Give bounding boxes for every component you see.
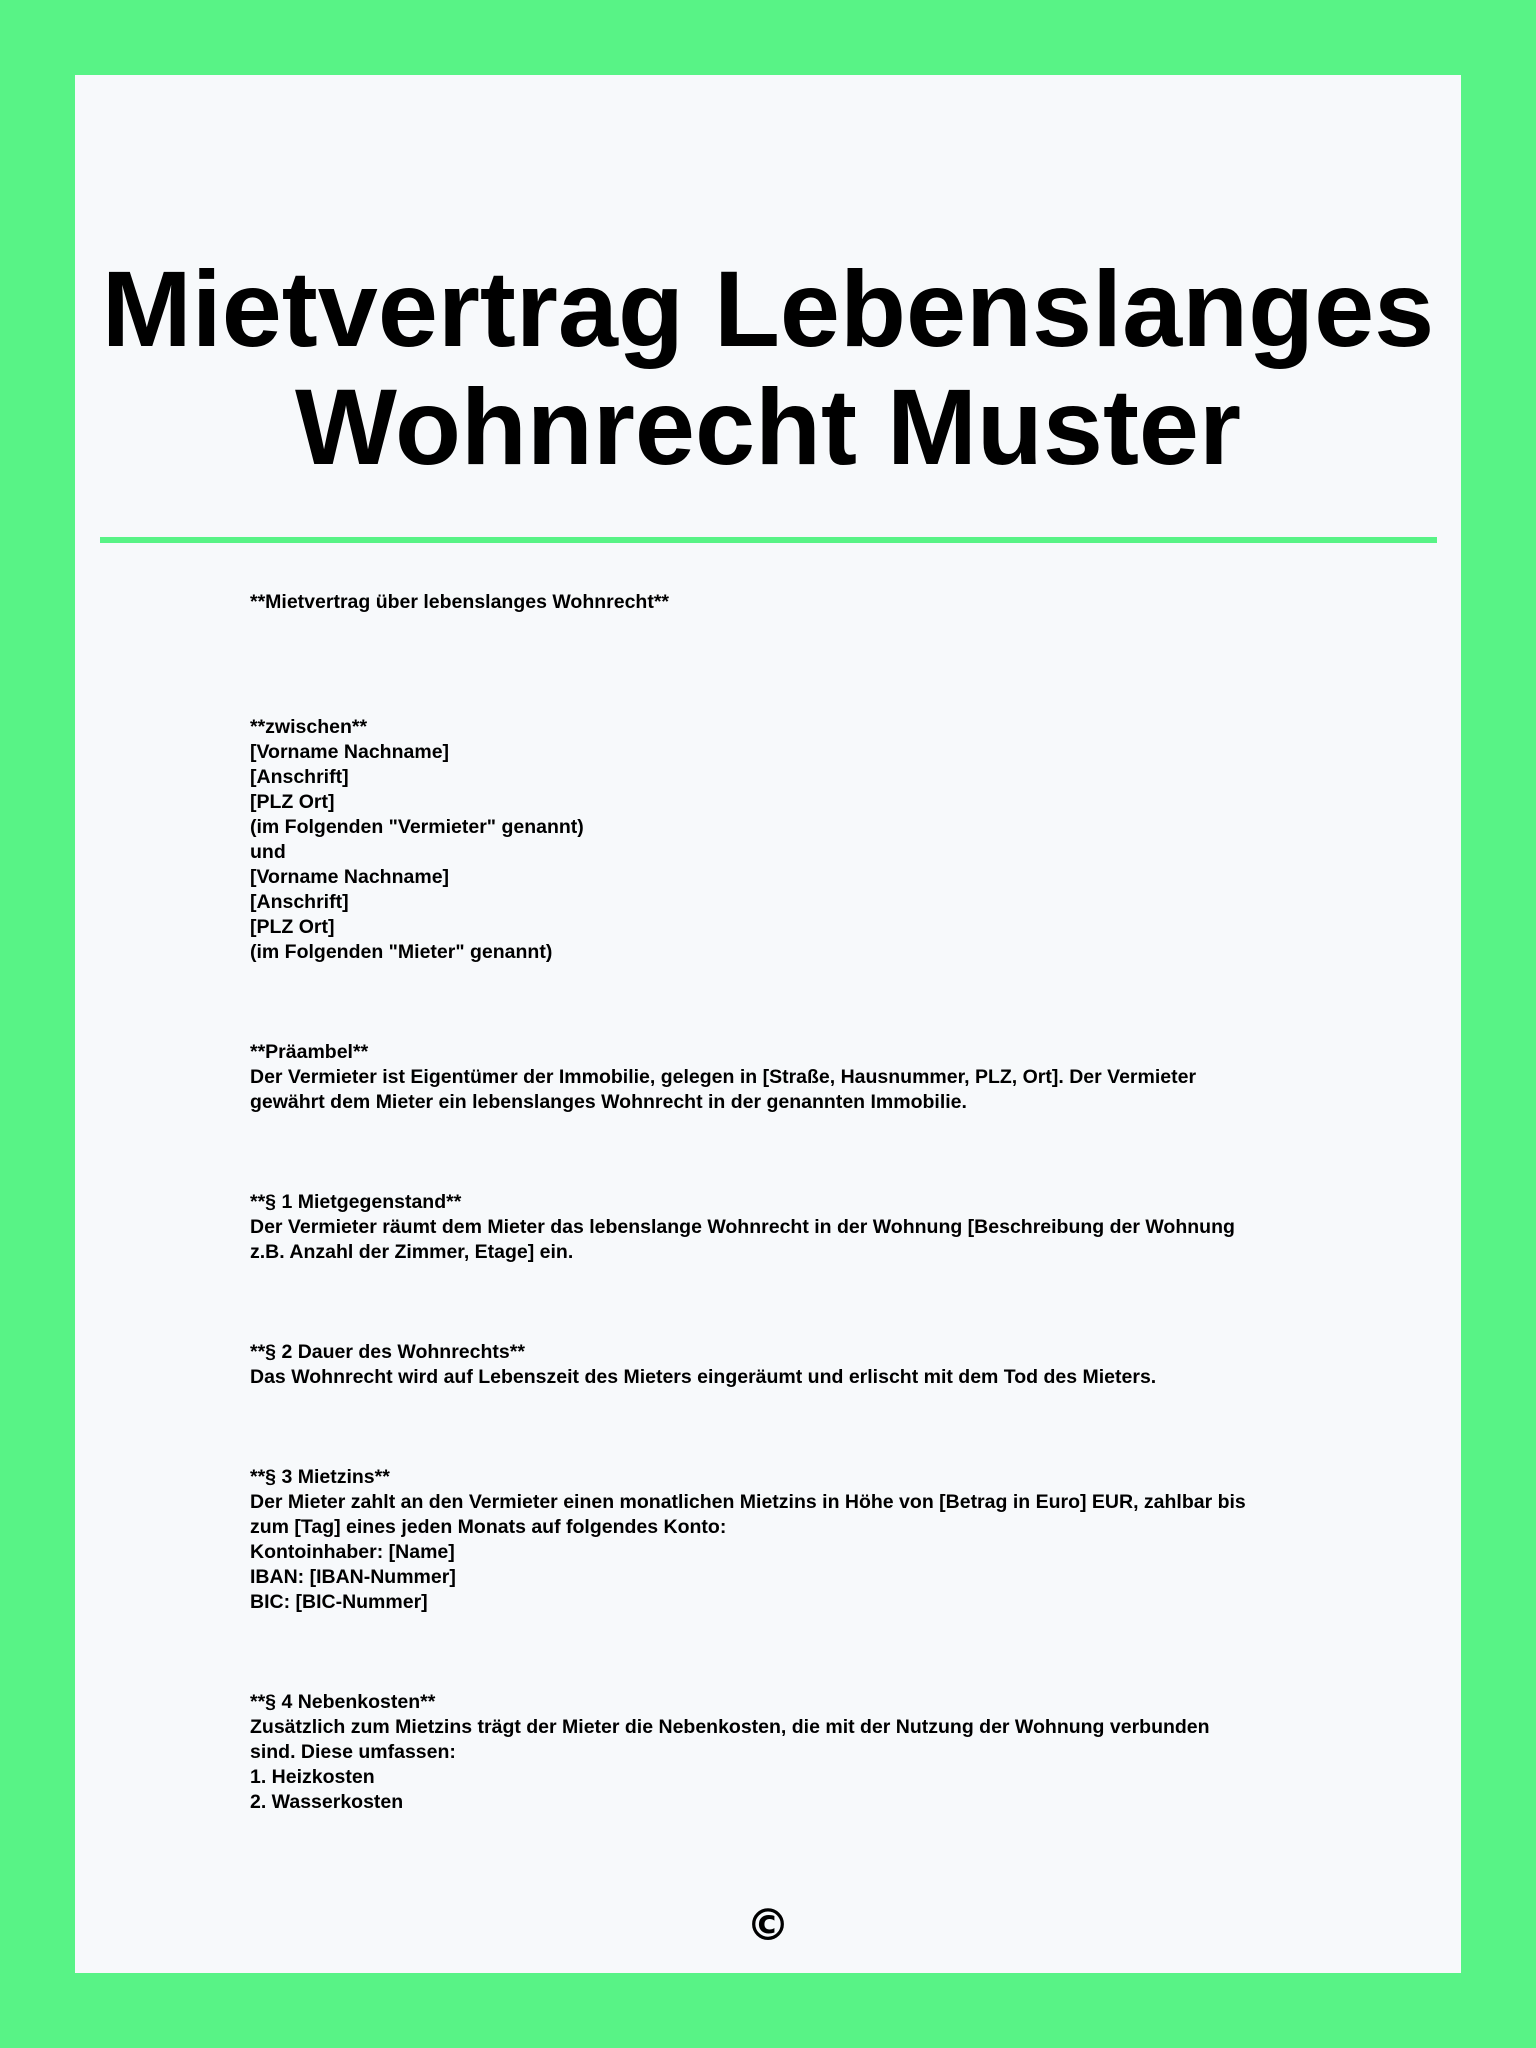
section-heading: **§ 3 Mietzins** <box>250 1466 390 1488</box>
text-line: (im Folgenden "Vermieter" genannt) <box>250 816 584 838</box>
text-line: z.B. Anzahl der Zimmer, Etage] ein. <box>250 1241 574 1263</box>
text-line: 1. Heizkosten <box>250 1766 375 1788</box>
title-divider <box>100 537 1437 543</box>
document-title <box>0 250 1536 486</box>
text-line: [PLZ Ort] <box>250 916 335 938</box>
text-line: [Vorname Nachname] <box>250 741 450 763</box>
text-line: [Anschrift] <box>250 891 349 913</box>
text-line: BIC: [BIC-Nummer] <box>250 1591 428 1613</box>
praeambel-section <box>250 1040 1290 1115</box>
copyright-icon: © <box>746 1900 790 1951</box>
section-heading: **zwischen** <box>250 716 368 738</box>
text-line: Kontoinhaber: [Name] <box>250 1541 455 1563</box>
section-1-mietgegenstand <box>250 1190 1290 1265</box>
text-line: Das Wohnrecht wird auf Lebenszeit des Mieters eingeräumt und erlischt mit dem Tod des Mieters. <box>250 1366 1157 1388</box>
text-line: 2. Wasserkosten <box>250 1791 404 1813</box>
section-2-dauer <box>250 1340 1290 1390</box>
section-heading: **§ 1 Mietgegenstand** <box>250 1191 462 1213</box>
contract-heading <box>250 590 1290 615</box>
section-heading: **Präambel** <box>250 1041 369 1063</box>
text-line: Der Vermieter räumt dem Mieter das lebenslange Wohnrecht in der Wohnung [Beschreibung der Wohnung <box>250 1216 1235 1238</box>
document-title-line-2: Wohnrecht Muster <box>294 366 1242 487</box>
section-3-mietzins <box>250 1465 1290 1615</box>
text-line: gewährt dem Mieter ein lebenslanges Wohnrecht in der genannten Immobilie. <box>250 1091 967 1113</box>
text-line: [Anschrift] <box>250 766 349 788</box>
document-title-line-1: Mietvertrag Lebenslanges <box>101 248 1435 369</box>
text-line: Der Vermieter ist Eigentümer der Immobilie, gelegen in [Straße, Hausnummer, PLZ, Ort]. Der Vermieter <box>250 1066 1197 1088</box>
text-line: [PLZ Ort] <box>250 791 335 813</box>
text-line: zum [Tag] eines jeden Monats auf folgendes Konto: <box>250 1516 727 1538</box>
text-line: [Vorname Nachname] <box>250 866 450 888</box>
text-line: (im Folgenden "Mieter" genannt) <box>250 941 553 963</box>
text-line: sind. Diese umfassen: <box>250 1741 456 1763</box>
contract-heading-text: **Mietvertrag über lebenslanges Wohnrecht** <box>250 591 670 613</box>
parties-section <box>250 715 1290 965</box>
text-line: Zusätzlich zum Mietzins trägt der Mieter die Nebenkosten, die mit der Nutzung der Wohnung verbunden <box>250 1716 1210 1738</box>
section-heading: **§ 2 Dauer des Wohnrechts** <box>250 1341 525 1363</box>
text-line: IBAN: [IBAN-Nummer] <box>250 1566 456 1588</box>
text-line: Der Mieter zahlt an den Vermieter einen monatlichen Mietzins in Höhe von [Betrag in Euro] EUR, zahlbar bis <box>250 1491 1246 1513</box>
section-heading: **§ 4 Nebenkosten** <box>250 1691 436 1713</box>
text-line: und <box>250 841 286 863</box>
section-4-nebenkosten <box>250 1690 1290 1815</box>
